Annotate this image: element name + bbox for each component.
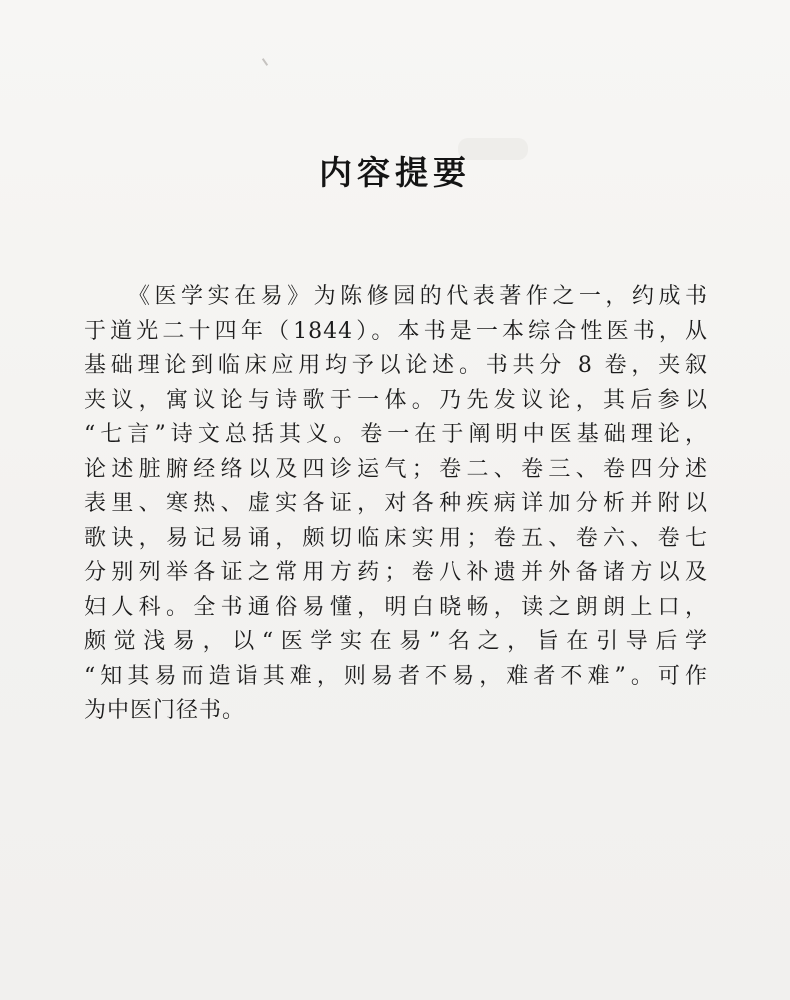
paragraph-line: 分别列举各证之常用方药；卷八补遗并外备诸方以及 (84, 560, 708, 585)
paragraph-line: 妇人科。全书通俗易懂，明白晓畅，读之朗朗上口， (84, 594, 708, 620)
paragraph-line: 颇觉浅易，以“医学实在易”名之，旨在引导后学 (84, 629, 708, 654)
paragraph-line: 歌诀，易记易诵，颇切临床实用；卷五、卷六、卷七 (84, 525, 708, 551)
summary-paragraph (84, 280, 708, 729)
paragraph-line: 表里、寒热、虚实各证，对各种疾病详加分析并附以 (84, 491, 708, 516)
paper-speck (262, 58, 268, 66)
paragraph-line: 《医学实在易》为陈修园的代表著作之一，约成书 (128, 284, 708, 309)
paragraph-line: “七言”诗文总括其义。卷一在于阐明中医基础理论， (84, 422, 708, 447)
paragraph-line: “知其易而造诣其难，则易者不易，难者不难”。可作 (84, 663, 708, 689)
page-title: 内容提要 (319, 153, 471, 192)
paragraph-line: 论述脏腑经络以及四诊运气；卷二、卷三、卷四分述 (84, 456, 708, 482)
paragraph-line: 于道光二十四年（1844）。本书是一本综合性医书，从 (84, 318, 708, 344)
paragraph-line: 基础理论到临床应用均予以论述。书共分 8 卷，夹叙 (84, 353, 708, 378)
paragraph-line: 为中医门径书。 (84, 698, 246, 723)
paragraph-line: 夹议，寓议论与诗歌于一体。乃先发议论，其后参以 (84, 387, 708, 413)
